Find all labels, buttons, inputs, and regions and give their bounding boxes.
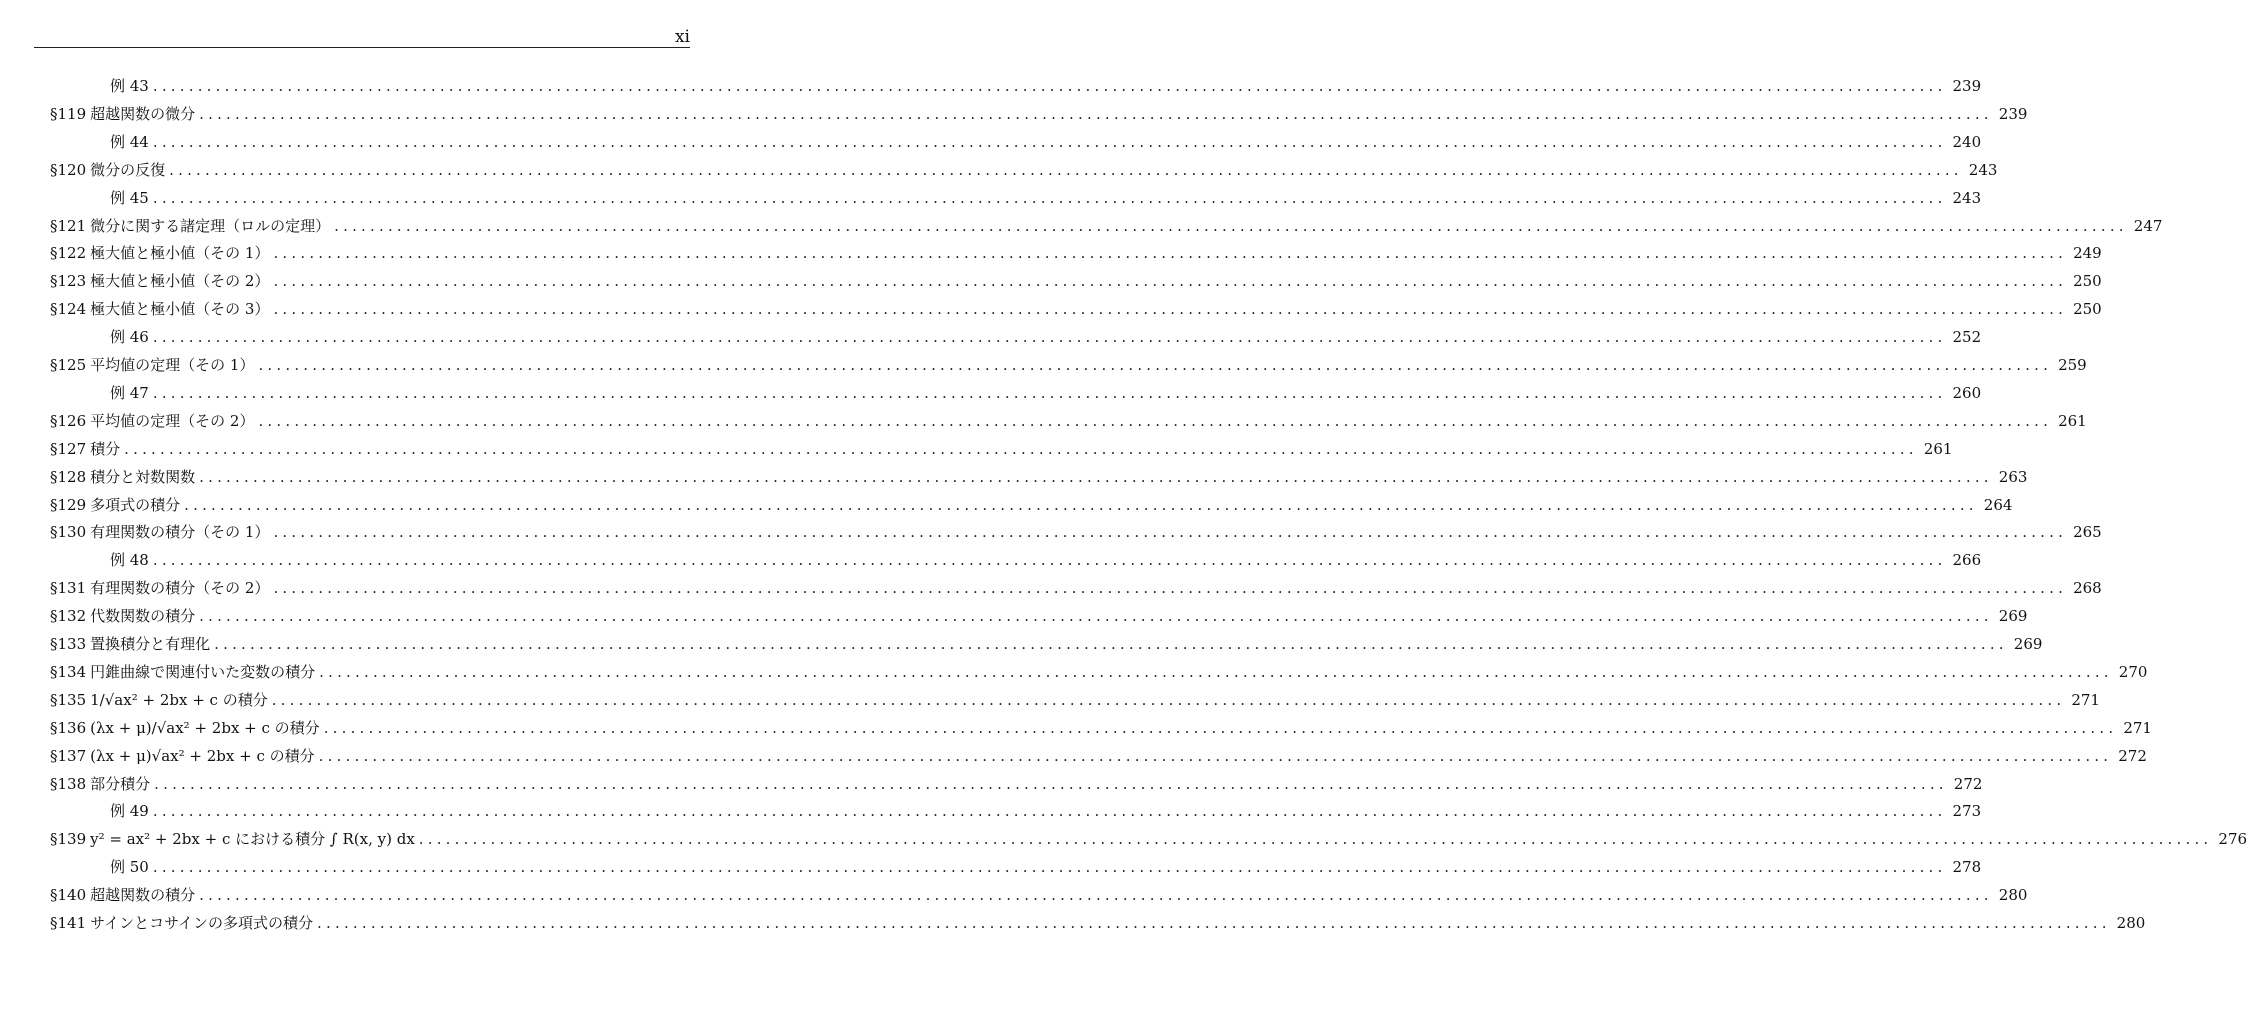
toc-page-number: 280 [2116, 914, 2146, 932]
toc-entry-title [50, 295, 269, 323]
dot-leader: ........................................................................................................................................................................................................ [152, 132, 1947, 151]
toc-example-entry [0, 128, 1982, 156]
toc-page-number: 265 [2073, 523, 2102, 542]
toc-entry-title [110, 323, 149, 351]
toc-entry-title [50, 407, 254, 435]
dot-leader: ........................................................................................................................................................................................................ [152, 802, 1947, 821]
section-number: §140 [50, 886, 87, 905]
toc-entry-title [50, 435, 120, 463]
section-number: §123 [50, 272, 87, 291]
toc-entry-title [50, 770, 150, 798]
toc-example-entry [0, 853, 1982, 881]
dot-leader: ........................................................................................................................................................................................................ [199, 104, 1993, 123]
toc-section-entry [0, 435, 1953, 463]
dot-leader: ........................................................................................................................................................................................................ [199, 886, 1993, 905]
entry-title-text: 多項式の積分 [90, 495, 181, 514]
section-number: §125 [50, 356, 87, 374]
entry-title-text: 置換積分と有理化 [90, 635, 211, 653]
toc-page-number: 268 [2073, 579, 2102, 598]
toc-page-number: 240 [1952, 132, 1982, 151]
toc-entry-title [50, 825, 415, 853]
entry-title-text: 例 47 [110, 383, 149, 402]
toc-page-number: 263 [1998, 467, 2028, 486]
dot-leader: ........................................................................................................................................................................................................ [152, 188, 1947, 207]
section-number: §131 [50, 579, 87, 598]
section-number: §130 [50, 523, 87, 542]
toc-page-number: 247 [2133, 216, 2163, 235]
section-number: §138 [50, 774, 87, 793]
toc-entry-title [50, 491, 180, 519]
toc-entry-title [50, 881, 195, 909]
toc-page-number: 261 [1923, 439, 1953, 458]
entry-title-text: 極大値と極小値（その 2） [90, 272, 270, 291]
toc-page-number: 239 [1998, 104, 2028, 123]
section-number: §126 [50, 411, 87, 430]
entry-title-text: サインとコサインの多項式の積分 [90, 914, 314, 932]
toc-page-number: 276 [2218, 830, 2247, 849]
entry-title-text: 円錐曲線で関連付いた変数の積分 [90, 662, 316, 681]
entry-title-text: y² = ax² + 2bx + c における積分 ∫ R(x, y) dx [90, 830, 415, 849]
toc-section-entry [0, 602, 2028, 630]
dot-leader: ........................................................................................................................................................................................................ [152, 77, 1947, 95]
toc-example-entry [0, 184, 1982, 212]
entry-title-text: 例 48 [110, 551, 149, 570]
toc-page-number: 250 [2073, 272, 2102, 291]
toc-section-entry [0, 491, 2013, 519]
toc-entry-title [110, 379, 149, 407]
dot-leader: ........................................................................................................................................................................................................ [273, 300, 2068, 319]
toc-section-entry [0, 825, 2247, 853]
toc-page-number: 271 [2071, 690, 2100, 709]
toc-section-entry [0, 742, 2147, 770]
toc-entry-title [110, 128, 149, 156]
toc-page-number: 269 [2013, 635, 2043, 653]
toc-entry-title [50, 239, 269, 267]
section-number: §119 [50, 104, 87, 123]
toc-page-number: 273 [1952, 802, 1982, 821]
entry-title-text: 極大値と極小値（その 3） [90, 300, 270, 319]
toc-example-entry [0, 323, 1982, 351]
dot-leader: ........................................................................................................................................................................................................ [152, 328, 1947, 347]
entry-title-text: 例 46 [110, 328, 149, 347]
section-number: §132 [50, 607, 87, 626]
section-number: §137 [50, 746, 87, 765]
toc-page-number: 271 [2123, 718, 2152, 737]
section-number: §120 [50, 160, 87, 179]
entry-title-text: 積分と対数関数 [90, 467, 196, 486]
toc-section-entry [0, 909, 2146, 937]
dot-leader: ........................................................................................................................................................................................................ [214, 635, 2008, 653]
dot-leader: ........................................................................................................................................................................................................ [273, 272, 2068, 291]
toc-entry-title [50, 658, 315, 686]
dot-leader: ........................................................................................................................................................................................................ [258, 411, 2053, 430]
toc-page-number: 278 [1952, 858, 1982, 877]
dot-leader: ........................................................................................................................................................................................................ [319, 662, 2113, 681]
toc-page-number: 261 [2058, 411, 2087, 430]
entry-title-text: 微分の反復 [90, 160, 166, 179]
entry-title-text: 微分に関する諸定理（ロルの定理） [90, 216, 331, 235]
entry-title-text: 1/√ax² + 2bx + c の積分 [90, 690, 268, 709]
entry-title-text: 超越関数の積分 [90, 886, 196, 905]
toc-example-entry [0, 797, 1982, 825]
dot-leader: ........................................................................................................................................................................................................ [318, 746, 2113, 765]
toc-entry-title [50, 686, 268, 714]
dot-leader: ........................................................................................................................................................................................................ [169, 160, 1963, 179]
toc-entry-title [50, 630, 210, 658]
toc-entry-title [110, 72, 149, 100]
toc-entry-title [50, 742, 315, 770]
toc-section-entry [0, 407, 2087, 435]
toc-section-entry [0, 518, 2102, 546]
toc-page-number: 269 [1998, 607, 2028, 626]
toc-section-entry [0, 686, 2100, 714]
toc-page-number: 243 [1968, 160, 1998, 179]
section-number: §127 [50, 439, 87, 458]
entry-title-text: 極大値と極小値（その 1） [90, 244, 270, 263]
entry-title-text: 例 50 [110, 858, 149, 877]
entry-title-text: 超越関数の微分 [90, 104, 196, 123]
entry-title-text: 平均値の定理（その 2） [90, 411, 255, 430]
dot-leader: ........................................................................................................................................................................................................ [273, 523, 2068, 542]
dot-leader: ........................................................................................................................................................................................................ [152, 383, 1947, 402]
toc-example-entry [0, 546, 1982, 574]
dot-leader: ........................................................................................................................................................................................................ [199, 467, 1993, 486]
toc-entry-title [110, 853, 149, 881]
dot-leader: ........................................................................................................................................................................................................ [184, 495, 1978, 514]
toc-entry-title [50, 156, 165, 184]
toc-entry-title [50, 267, 269, 295]
dot-leader: ........................................................................................................................................................................................................ [273, 244, 2068, 263]
entry-title-text: 平均値の定理（その 1） [90, 356, 255, 374]
toc-entry-title [110, 184, 149, 212]
entry-title-text: (λx + μ)/√ax² + 2bx + c の積分 [90, 718, 320, 737]
section-number: §121 [50, 216, 87, 235]
dot-leader: ........................................................................................................................................................................................................ [152, 551, 1947, 570]
dot-leader: ........................................................................................................................................................................................................ [273, 579, 2068, 598]
toc-entry-title [110, 797, 149, 825]
toc-page-number: 270 [2118, 662, 2148, 681]
entry-title-text: (λx + μ)√ax² + 2bx + c の積分 [90, 746, 315, 765]
section-number: §141 [50, 914, 87, 932]
section-number: §134 [50, 662, 87, 681]
toc-page-number: 272 [1953, 774, 1983, 793]
dot-leader: ........................................................................................................................................................................................................ [154, 774, 1948, 793]
toc-section-entry [0, 100, 2028, 128]
toc-entry-title [50, 574, 269, 602]
toc-page-number: 272 [2118, 746, 2147, 765]
dot-leader: ........................................................................................................................................................................................................ [199, 607, 1993, 626]
toc-page-number: 250 [2073, 300, 2102, 319]
dot-leader: ........................................................................................................................................................................................................ [317, 914, 2111, 932]
page-number: xi [674, 27, 690, 47]
dot-leader: ........................................................................................................................................................................................................ [334, 216, 2128, 235]
section-number: §135 [50, 690, 87, 709]
toc-entry-title [50, 463, 195, 491]
toc-entry-title [50, 212, 330, 240]
toc-section-entry [0, 770, 1983, 798]
dot-leader: ........................................................................................................................................................................................................ [258, 356, 2053, 374]
toc-page-number: 266 [1952, 551, 1982, 570]
entry-title-text: 積分 [90, 439, 121, 458]
toc-page-number: 264 [1983, 495, 2013, 514]
entry-title-text: 例 43 [110, 77, 149, 95]
toc-page-number: 280 [1998, 886, 2028, 905]
toc-section-entry [0, 351, 2087, 379]
section-number: §124 [50, 300, 87, 319]
header-rule [34, 47, 690, 48]
toc-entry-title [50, 602, 195, 630]
toc-section-entry [0, 295, 2102, 323]
toc-entry-title [50, 100, 195, 128]
entry-title-text: 例 49 [110, 802, 149, 821]
section-number: §129 [50, 495, 87, 514]
toc-example-entry [0, 72, 1982, 100]
toc-entry-title [50, 351, 254, 379]
section-number: §139 [50, 830, 87, 849]
section-number: §122 [50, 244, 87, 263]
toc-entry-title [110, 546, 149, 574]
dot-leader: ........................................................................................................................................................................................................ [271, 690, 2066, 709]
toc-entry-title [50, 518, 269, 546]
toc-entry-title [50, 909, 313, 937]
toc-page-number: 243 [1952, 188, 1982, 207]
dot-leader: ........................................................................................................................................................................................................ [418, 830, 2213, 849]
entry-title-text: 例 45 [110, 188, 149, 207]
toc-page-number: 239 [1952, 77, 1982, 95]
entry-title-text: 例 44 [110, 132, 149, 151]
section-number: §136 [50, 718, 87, 737]
toc-example-entry [0, 379, 1982, 407]
toc-section-entry [0, 714, 2152, 742]
toc-section-entry [0, 212, 2163, 240]
toc-page-number: 252 [1952, 328, 1982, 347]
toc-section-entry [0, 630, 2043, 658]
entry-title-text: 有理関数の積分（その 1） [90, 523, 270, 542]
toc-section-entry [0, 574, 2102, 602]
toc-entry-title [50, 714, 320, 742]
toc-page-number: 260 [1952, 383, 1982, 402]
toc-section-entry [0, 156, 1998, 184]
toc-section-entry [0, 239, 2102, 267]
dot-leader: ........................................................................................................................................................................................................ [323, 718, 2118, 737]
section-number: §128 [50, 467, 87, 486]
entry-title-text: 有理関数の積分（その 2） [90, 579, 270, 598]
entry-title-text: 部分積分 [90, 774, 151, 793]
dot-leader: ........................................................................................................................................................................................................ [152, 858, 1947, 877]
toc-page-number: 249 [2073, 244, 2102, 263]
dot-leader: ........................................................................................................................................................................................................ [124, 439, 1918, 458]
toc-page-number: 259 [2058, 356, 2087, 374]
toc-section-entry [0, 881, 2028, 909]
toc-section-entry [0, 463, 2028, 491]
entry-title-text: 代数関数の積分 [90, 607, 196, 626]
toc-section-entry [0, 267, 2102, 295]
toc-section-entry [0, 658, 2148, 686]
section-number: §133 [50, 635, 87, 653]
